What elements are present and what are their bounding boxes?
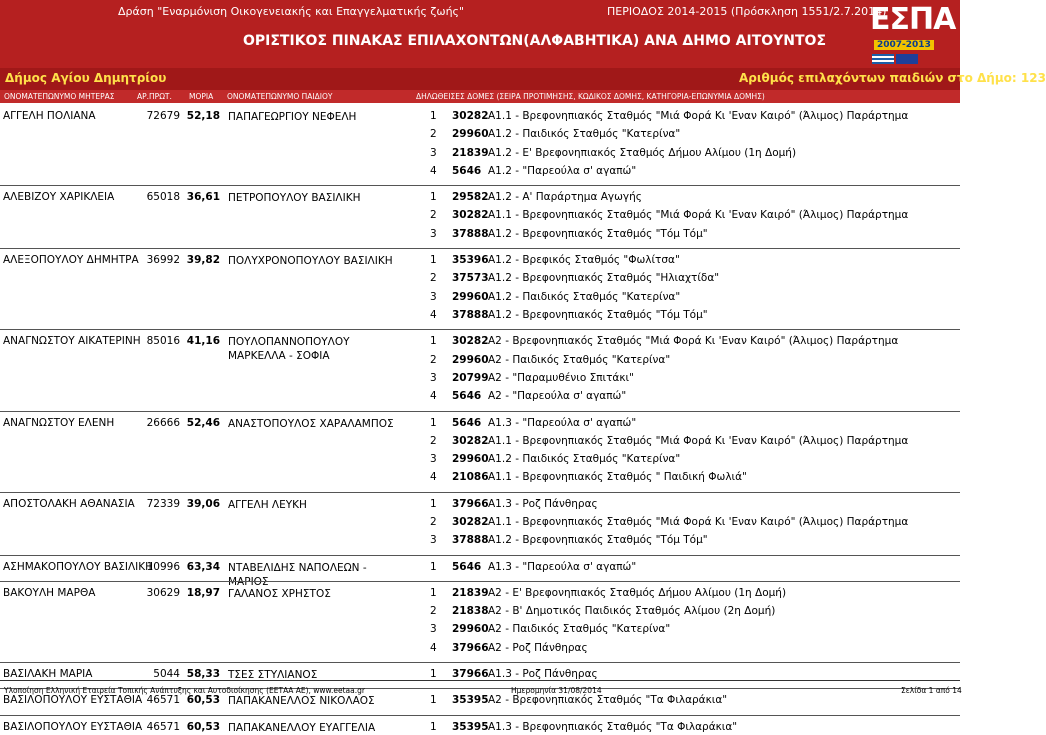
structure-code: 30282 — [452, 209, 489, 222]
preference-item — [430, 605, 960, 619]
preference-order: 4 — [430, 390, 437, 403]
protocol-number: 72679 — [146, 110, 180, 122]
child-name: ΠΟΛΥΧΡΟΝΟΠΟΥΛΟΥ ΒΑΣΙΛΙΚΗ — [228, 255, 393, 268]
preference-order: 4 — [430, 164, 437, 177]
footer-page: Σελίδα 1 από 14 — [901, 686, 962, 695]
structure-description: Α1.3 - Βρεφονηπιακός Σταθμός "Τα Φιλαράκια" — [488, 720, 738, 733]
preference-item — [430, 165, 960, 179]
structure-code: 29960 — [452, 290, 489, 303]
mother-name: ΒΑΣΙΛΟΠΟΥΛΟΥ ΕΥΣΤΑΘΙΑ — [3, 694, 143, 707]
preference-item — [430, 147, 960, 161]
structure-description: Α2 - Παιδικός Σταθμός "Κατερίνα" — [488, 353, 671, 366]
structure-code: 37966 — [452, 668, 489, 681]
mother-name: ΒΑΣΙΛΟΠΟΥΛΟΥ ΕΥΣΤΑΘΙΑ — [3, 720, 143, 733]
preference-order: 2 — [430, 353, 437, 366]
structure-code: 5646 — [452, 416, 482, 429]
preference-item — [430, 453, 960, 467]
preference-item — [430, 587, 960, 601]
protocol-number: 10996 — [146, 560, 180, 573]
preference-order: 2 — [430, 434, 437, 447]
mother-name: ΑΝΑΓΝΩΣΤΟΥ ΕΛΕΝΗ — [3, 416, 115, 429]
row-divider — [0, 715, 960, 716]
structure-code: 29960 — [452, 453, 489, 466]
structure-code: 5646 — [452, 164, 482, 177]
structure-code: 20799 — [452, 371, 489, 384]
points-value: 63,34 — [186, 560, 220, 573]
protocol-number: 46571 — [146, 720, 180, 733]
child-name: ΓΑΛΑΝΟΣ ΧΡΗΣΤΟΣ — [228, 587, 331, 600]
structure-code: 35395 — [452, 720, 489, 733]
logo-years: 2007-2013 — [874, 40, 934, 50]
child-name: ΠΑΠΑΚΑΝΕΛΛΟΥ ΕΥΑΓΓΕΛΙΑ — [228, 721, 376, 734]
col-structures: ΔΗΛΩΘΕΙΣΕΣ ΔΟΜΕΣ (ΣΕΙΡΑ ΠΡΟΤΙΜΗΣΗΣ, ΚΩΔΙΚΟΣ ΔΟΜΗΣ, ΚΑΤΗΓΟΡΙΑ-ΕΠΩΝΥΜΙΑ ΔΟΜΗΣ) — [416, 92, 765, 101]
protocol-number: 26666 — [146, 416, 180, 429]
preference-item — [430, 471, 960, 485]
preference-item — [430, 435, 960, 449]
preference-item — [430, 623, 960, 637]
preference-item — [430, 209, 960, 223]
mother-name: ΑΝΑΓΝΩΣΤΟΥ ΑΙΚΑΤΕΡΙΝΗ — [3, 335, 141, 348]
preference-order: 1 — [430, 560, 437, 573]
preference-order: 3 — [430, 453, 437, 466]
structure-code: 21839 — [452, 586, 489, 599]
structure-description: Α1.3 - "Παρεούλα σ' αγαπώ" — [488, 560, 637, 573]
structure-description: Α1.2 - Βρεφικός Σταθμός "Φωλίτσα" — [488, 254, 680, 267]
structure-description: Α2 - Ροζ Πάνθηρας — [488, 641, 588, 654]
structure-code: 37888 — [452, 308, 489, 321]
structure-code: 37888 — [452, 227, 489, 240]
preference-order: 1 — [430, 191, 437, 204]
program-title: Δράση "Εναρμόνιση Οικογενειακής και Επαγγελματικής ζωής" — [118, 5, 465, 18]
structure-description: Α2 - Βρεφονηπιακός Σταθμός "Τα Φιλαράκια" — [488, 694, 728, 707]
preference-order: 1 — [430, 586, 437, 599]
preference-item — [430, 516, 960, 530]
preference-order: 2 — [430, 515, 437, 528]
preference-item — [430, 309, 960, 323]
preference-order: 3 — [430, 290, 437, 303]
preference-order: 2 — [430, 272, 437, 285]
mother-name: ΑΛΕΒΙΖΟΥ ΧΑΡΙΚΛΕΙΑ — [3, 191, 115, 204]
child-name: ΠΟΥΛΟΠΑΝΝΟΠΟΥΛΟΥ ΜΑΡΚΕΛΛΑ - ΣΟΦΙΑ — [228, 336, 350, 363]
points-value: 39,06 — [186, 497, 220, 510]
column-header-bar — [0, 90, 960, 103]
child-name: ΠΕΤΡΟΠΟΥΛΟΥ ΒΑΣΙΛΙΚΗ — [228, 192, 361, 205]
structure-description: Α1.2 - Παιδικός Σταθμός "Κατερίνα" — [488, 128, 681, 141]
row-divider — [0, 662, 960, 663]
structure-description: Α1.2 - Παιδικός Σταθμός "Κατερίνα" — [488, 290, 681, 303]
preference-item — [430, 272, 960, 286]
preference-order: 3 — [430, 623, 437, 636]
preference-order: 3 — [430, 146, 437, 159]
preference-item — [430, 228, 960, 242]
structure-code: 5646 — [452, 560, 482, 573]
structure-code: 29582 — [452, 191, 489, 204]
structure-description: Α1.1 - Βρεφονηπιακός Σταθμός "Μιά Φορά Κι 'Εναν Καιρό" (Άλιμος) Παράρτημα — [488, 209, 909, 222]
espa-logo — [864, 2, 956, 66]
structure-description: Α1.1 - Βρεφονηπιακός Σταθμός "Μιά Φορά Κι 'Εναν Καιρό" (Άλιμος) Παράρτημα — [488, 434, 909, 447]
preference-order: 3 — [430, 534, 437, 547]
preference-order: 3 — [430, 371, 437, 384]
child-name: ΤΣΕΣ ΣΤΥΛΙΑΝΟΣ — [228, 669, 318, 682]
protocol-number: 46571 — [146, 694, 180, 707]
structure-code: 37966 — [452, 497, 489, 510]
points-value: 60,53 — [186, 694, 220, 707]
structure-description: Α1.2 - Βρεφονηπιακός Σταθμός "Τόμ Τόμ" — [488, 227, 708, 240]
structure-code: 37966 — [452, 641, 489, 654]
preference-item — [430, 128, 960, 142]
structure-description: Α2 - Βρεφονηπιακός Σταθμός "Μιά Φορά Κι 'Εναν Καιρό" (Άλιμος) Παράρτημα — [488, 335, 899, 348]
points-value: 60,53 — [186, 720, 220, 733]
structure-code: 5646 — [452, 390, 482, 403]
structure-code: 30282 — [452, 335, 489, 348]
logo-text: ΕΣΠΑ — [870, 2, 956, 37]
preference-item — [430, 561, 960, 575]
row-divider — [0, 329, 960, 330]
preference-item — [430, 534, 960, 548]
period-label: ΠΕΡΙΟΔΟΣ 2014-2015 (Πρόσκληση 1551/2.7.2014) — [607, 5, 887, 18]
points-value: 41,16 — [186, 335, 220, 348]
eu-flag-icon — [896, 54, 918, 64]
structure-code: 29960 — [452, 353, 489, 366]
structure-code: 30282 — [452, 110, 489, 122]
points-value: 18,97 — [186, 586, 220, 599]
preference-order: 2 — [430, 605, 437, 618]
child-name: ΝΤΑΒΕΛΙΔΗΣ ΝΑΠΟΛΕΩΝ - ΜΑΡΙΟΣ — [228, 561, 367, 588]
preference-item — [430, 694, 960, 708]
structure-code: 29960 — [452, 128, 489, 141]
footer-org: Υλοποίηση Ελληνική Εταιρεία Τοπικής Ανάπτυξης και Αυτοδιοίκησης (ΕΕΤΑΑ ΑΕ), www.eetaa.gr — [4, 686, 365, 695]
children-count: Αριθμός επιλαχόντων παιδιών στο Δήμο: 123 — [739, 71, 1046, 85]
municipality-name: Δήμος Αγίου Δημητρίου — [5, 71, 167, 85]
mother-name: ΒΑΚΟΥΛΗ ΜΑΡΘΑ — [3, 586, 96, 599]
structure-description: Α1.2 - Παιδικός Σταθμός "Κατερίνα" — [488, 453, 681, 466]
preference-item — [430, 335, 960, 349]
structure-description: Α1.2 - Βρεφονηπιακός Σταθμός "Ηλιαχτίδα" — [488, 272, 720, 285]
protocol-number: 30629 — [146, 586, 180, 599]
protocol-number: 85016 — [146, 335, 180, 348]
row-divider — [0, 492, 960, 493]
preference-order: 1 — [430, 110, 437, 122]
footer-divider — [0, 680, 960, 681]
col-points: ΜΟΡΙΑ — [189, 92, 214, 101]
structure-description: Α1.2 - "Παρεούλα σ' αγαπώ" — [488, 164, 637, 177]
structure-code: 29960 — [452, 623, 489, 636]
preference-order: 4 — [430, 471, 437, 484]
row-divider — [0, 411, 960, 412]
protocol-number: 72339 — [146, 497, 180, 510]
row-divider — [0, 185, 960, 186]
mother-name: ΑΣΗΜΑΚΟΠΟΥΛΟΥ ΒΑΣΙΛΙΚΗ — [3, 560, 154, 573]
structure-description: Α1.3 - Ροζ Πάνθηρας — [488, 497, 598, 510]
col-child: ΟΝΟΜΑΤΕΠΩΝΥΜΟ ΠΑΙΔΙΟΥ — [227, 92, 333, 101]
structure-description: Α2 - Ε' Βρεφονηπιακός Σταθμός Δήμου Αλίμου (1η Δομή) — [488, 586, 787, 599]
mother-name: ΑΠΟΣΤΟΛΑΚΗ ΑΘΑΝΑΣΙΑ — [3, 497, 135, 510]
child-name: ΠΑΠΑΚΑΝΕΛΛΟΣ ΝΙΚΟΛΑΟΣ — [228, 695, 375, 708]
structure-code: 21839 — [452, 146, 489, 159]
structure-description: Α1.3 - "Παρεούλα σ' αγαπώ" — [488, 416, 637, 429]
child-name: ΑΝΑΣΤΟΠΟΥΛΟΣ ΧΑΡΑΛΑΜΠΟΣ — [228, 417, 394, 430]
preference-item — [430, 498, 960, 512]
preference-item — [430, 110, 960, 124]
protocol-number: 5044 — [153, 668, 180, 681]
municipality-bar — [0, 68, 1046, 90]
preference-order: 4 — [430, 641, 437, 654]
preference-order: 1 — [430, 694, 437, 707]
preference-item — [430, 642, 960, 656]
protocol-number: 65018 — [146, 191, 180, 204]
points-value: 58,33 — [186, 668, 220, 681]
preference-order: 1 — [430, 497, 437, 510]
structure-code: 21086 — [452, 471, 489, 484]
preference-item — [430, 254, 960, 268]
preference-order: 2 — [430, 209, 437, 222]
top-banner — [0, 0, 960, 68]
structure-description: Α1.2 - Α' Παράρτημα Αγωγής — [488, 191, 642, 204]
row-divider — [0, 581, 960, 582]
preference-order: 1 — [430, 720, 437, 733]
child-name: ΠΑΠΑΓΕΩΡΓΙΟΥ ΝΕΦΕΛΗ — [228, 111, 357, 123]
structure-description: Α1.1 - Βρεφονηπιακός Σταθμός " Παιδική Φωλιά" — [488, 471, 747, 484]
mother-name: ΑΓΓΕΛΗ ΠΟΛΙΑΝΑ — [3, 110, 96, 122]
mother-name: ΑΛΕΞΟΠΟΥΛΟΥ ΔΗΜΗΤΡΑ — [3, 254, 139, 267]
points-value: 52,18 — [186, 110, 220, 122]
preference-item — [430, 354, 960, 368]
greek-flag-icon — [872, 54, 894, 64]
structure-description: Α1.2 - Βρεφονηπιακός Σταθμός "Τόμ Τόμ" — [488, 308, 708, 321]
preference-order: 1 — [430, 335, 437, 348]
preference-order: 1 — [430, 416, 437, 429]
points-value: 52,46 — [186, 416, 220, 429]
structure-code: 30282 — [452, 434, 489, 447]
structure-code: 35396 — [452, 254, 489, 267]
preference-item — [430, 291, 960, 305]
structure-code: 35395 — [452, 694, 489, 707]
preference-item — [430, 390, 960, 404]
preference-item — [430, 372, 960, 386]
preference-item — [430, 417, 960, 431]
row-divider — [0, 555, 960, 556]
protocol-number: 36992 — [146, 254, 180, 267]
page-title: ΟΡΙΣΤΙΚΟΣ ΠΙΝΑΚΑΣ ΕΠΙΛΑΧΟΝΤΩΝ(ΑΛΦΑΒΗΤΙΚΑ) ΑΝΑ ΔΗΜΟ ΑΙΤΟΥΝΤΟΣ — [243, 33, 827, 49]
structure-description: Α1.1 - Βρεφονηπιακός Σταθμός "Μιά Φορά Κι 'Εναν Καιρό" (Άλιμος) Παράρτημα — [488, 110, 909, 122]
row-divider — [0, 248, 960, 249]
child-name: ΑΓΓΕΛΗ ΛΕΥΚΗ — [228, 498, 307, 511]
col-protocol: ΑΡ.ΠΡΩΤ. — [137, 92, 172, 101]
footer-date: Ημερομηνία 31/08/2014 — [511, 686, 602, 695]
structure-description: Α2 - "Παρεούλα σ' αγαπώ" — [488, 390, 627, 403]
points-value: 39,82 — [186, 254, 220, 267]
structure-code: 37573 — [452, 272, 489, 285]
structure-description: Α1.2 - Ε' Βρεφονηπιακός Σταθμός Δήμου Αλίμου (1η Δομή) — [488, 146, 797, 159]
structure-code: 37888 — [452, 534, 489, 547]
structure-code: 30282 — [452, 515, 489, 528]
mother-name: ΒΑΣΙΛΑΚΗ ΜΑΡΙΑ — [3, 668, 93, 681]
points-value: 36,61 — [186, 191, 220, 204]
structure-description: Α1.3 - Ροζ Πάνθηρας — [488, 668, 598, 681]
flags-icon — [872, 54, 950, 64]
col-mother: ΟΝΟΜΑΤΕΠΩΝΥΜΟ ΜΗΤΕΡΑΣ — [4, 92, 115, 101]
preference-item — [430, 721, 960, 735]
structure-description: Α2 - Β' Δημοτικός Παιδικός Σταθμός Αλίμου (2η Δομή) — [488, 605, 776, 618]
preference-order: 3 — [430, 227, 437, 240]
preference-order: 1 — [430, 668, 437, 681]
preference-order: 2 — [430, 128, 437, 141]
structure-description: Α2 - Παιδικός Σταθμός "Κατερίνα" — [488, 623, 671, 636]
structure-description: Α1.2 - Βρεφονηπιακός Σταθμός "Τόμ Τόμ" — [488, 534, 708, 547]
structure-description: Α1.1 - Βρεφονηπιακός Σταθμός "Μιά Φορά Κι 'Εναν Καιρό" (Άλιμος) Παράρτημα — [488, 515, 909, 528]
structure-code: 21838 — [452, 605, 489, 618]
preference-item — [430, 191, 960, 205]
preference-order: 1 — [430, 254, 437, 267]
structure-description: Α2 - "Παραμυθένιο Σπιτάκι" — [488, 371, 634, 384]
preference-order: 4 — [430, 308, 437, 321]
